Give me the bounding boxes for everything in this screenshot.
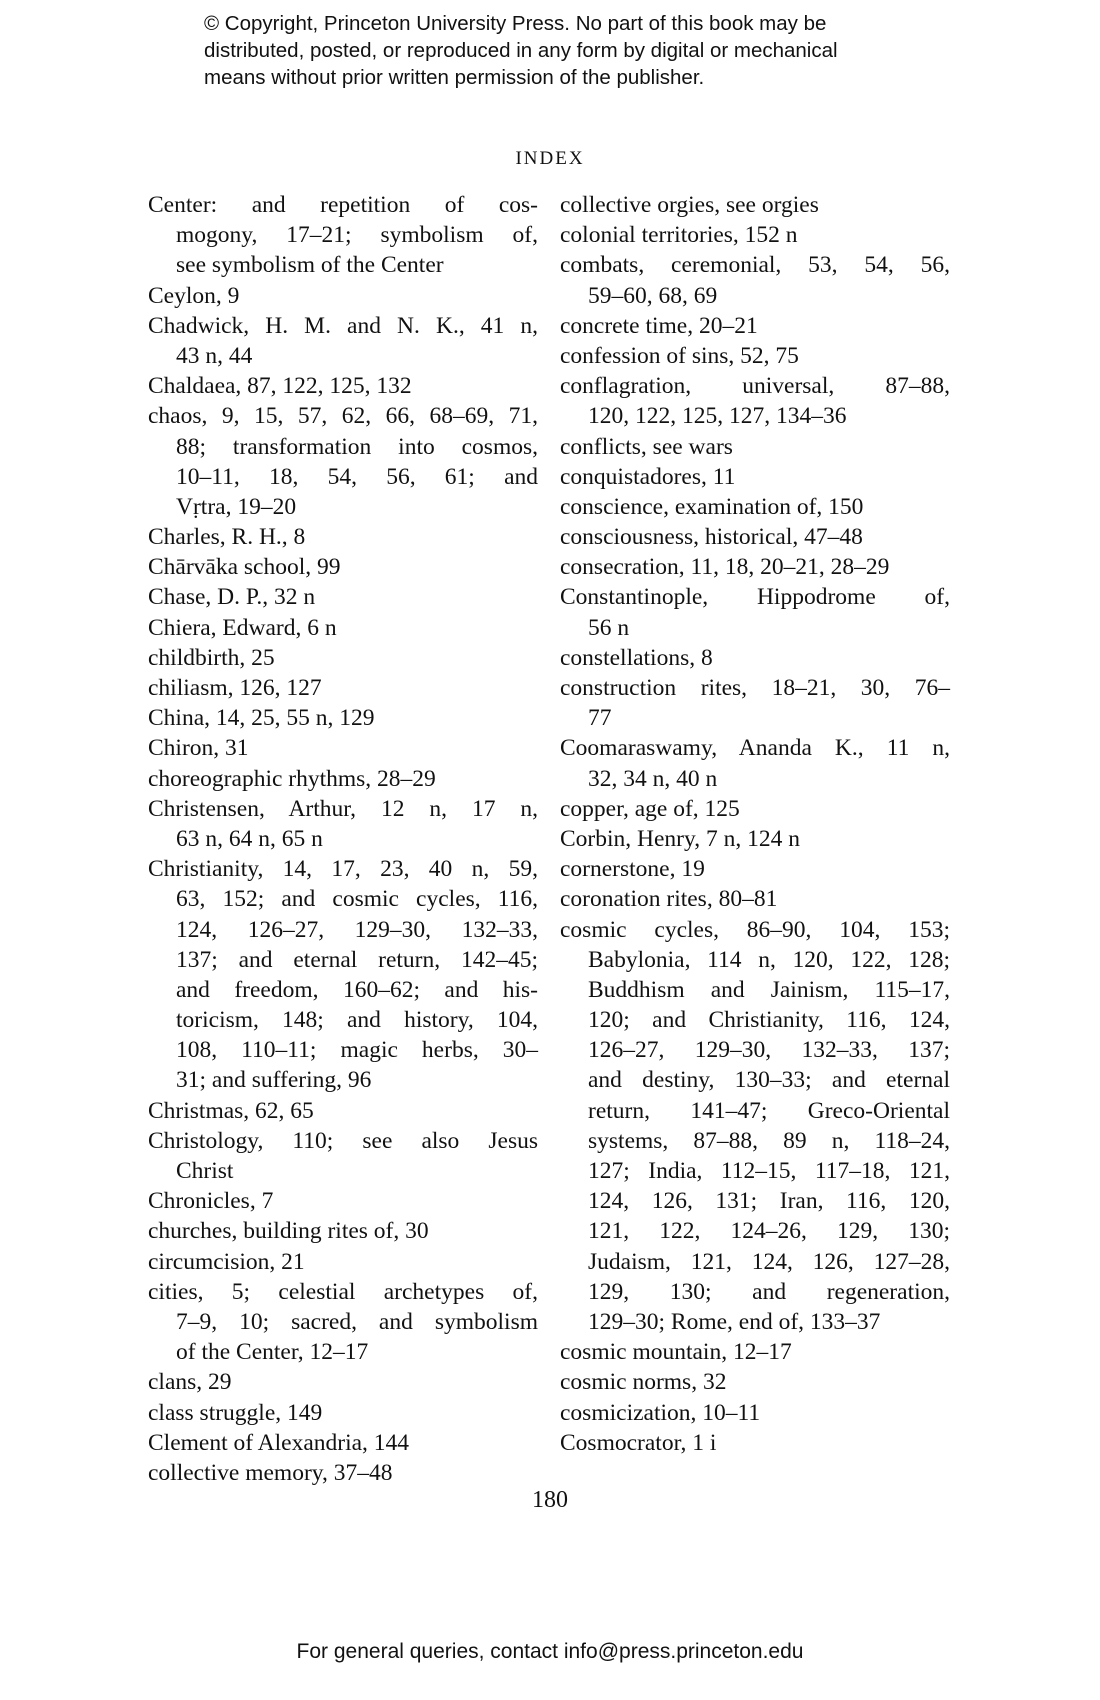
- index-line: of the Center, 12–17: [176, 1339, 369, 1366]
- index-line: Ceylon, 9: [148, 282, 240, 309]
- index-line: Chiron, 31: [148, 735, 249, 762]
- index-line: copper, age of, 125: [560, 795, 740, 822]
- index-column-right: [560, 190, 950, 1458]
- index-line: consecration, 11, 18, 20–21, 28–29: [560, 554, 890, 581]
- index-line: churches, building rites of, 30: [148, 1218, 429, 1245]
- index-column-left: [148, 190, 538, 1488]
- index-line: 129, 130; and regeneration,: [588, 1278, 950, 1305]
- index-line: 7–9, 10; sacred, and symbolism: [176, 1308, 538, 1335]
- index-line: cities, 5; celestial archetypes of,: [148, 1278, 538, 1305]
- index-line: 63 n, 64 n, 65 n: [176, 825, 323, 852]
- index-line: Center: and repetition of cos-: [148, 192, 538, 218]
- index-line: Christianity, 14, 17, 23, 40 n, 59,: [148, 856, 538, 883]
- copyright-line: © Copyright, Princeton University Press. No part of this book may be: [204, 12, 827, 35]
- index-line: class struggle, 149: [148, 1399, 323, 1426]
- index-line: clans, 29: [148, 1369, 232, 1396]
- index-line: systems, 87–88, 89 n, 118–24,: [588, 1127, 950, 1154]
- index-line: Chaldaea, 87, 122, 125, 132: [148, 373, 412, 400]
- index-line: see symbolism of the Center: [176, 252, 444, 279]
- index-line: Clement of Alexandria, 144: [148, 1429, 410, 1456]
- index-line: 77: [588, 705, 612, 732]
- index-line: 59–60, 68, 69: [588, 282, 718, 309]
- index-line: Judaism, 121, 124, 126, 127–28,: [588, 1248, 950, 1275]
- index-line: 63, 152; and cosmic cycles, 116,: [176, 886, 538, 913]
- index-line: 56 n: [588, 614, 630, 641]
- index-line: 137; and eternal return, 142–45;: [176, 946, 538, 973]
- index-line: and freedom, 160–62; and his-: [176, 976, 538, 1003]
- index-line: toricism, 148; and history, 104,: [176, 1007, 538, 1034]
- index-line: collective orgies, see orgies: [560, 192, 819, 218]
- index-line: cosmic cycles, 86–90, 104, 153;: [560, 916, 950, 943]
- index-line: Corbin, Henry, 7 n, 124 n: [560, 825, 800, 852]
- index-line: cornerstone, 19: [560, 856, 705, 883]
- footer-contact: For general queries, contact info@press.princeton.edu: [296, 1640, 804, 1663]
- index-line: Constantinople, Hippodrome of,: [560, 584, 950, 611]
- index-line: Christensen, Arthur, 12 n, 17 n,: [148, 795, 538, 822]
- index-line: 120, 122, 125, 127, 134–36: [588, 403, 847, 430]
- index-line: circumcision, 21: [148, 1248, 305, 1275]
- page-number: 180: [532, 1487, 568, 1513]
- index-line: 120; and Christianity, 116, 124,: [588, 1007, 950, 1034]
- index-line: choreographic rhythms, 28–29: [148, 765, 436, 792]
- index-line: 10–11, 18, 54, 56, 61; and: [176, 463, 538, 490]
- index-line: consciousness, historical, 47–48: [560, 524, 863, 551]
- index-line: mogony, 17–21; symbolism of,: [176, 222, 538, 249]
- index-line: conflagration, universal, 87–88,: [560, 373, 950, 400]
- index-line: 31; and suffering, 96: [176, 1067, 372, 1094]
- index-line: conquistadores, 11: [560, 463, 736, 490]
- index-line: cosmicization, 10–11: [560, 1399, 761, 1426]
- index-line: Christ: [176, 1158, 234, 1184]
- index-line: Charles, R. H., 8: [148, 524, 306, 551]
- copyright-notice: [204, 10, 924, 91]
- index-line: Cosmocrator, 1 i: [560, 1429, 717, 1456]
- index-line: 32, 34 n, 40 n: [588, 765, 718, 792]
- index-line: chiliasm, 126, 127: [148, 675, 322, 701]
- index-line: chaos, 9, 15, 57, 62, 66, 68–69, 71,: [148, 403, 538, 430]
- page-heading: INDEX: [515, 148, 585, 169]
- index-line: Chronicles, 7: [148, 1188, 274, 1215]
- index-line: 129–30; Rome, end of, 133–37: [588, 1308, 881, 1335]
- index-line: Chase, D. P., 32 n: [148, 584, 316, 611]
- index-line: Chadwick, H. M. and N. K., 41 n,: [148, 312, 538, 339]
- index-line: 124, 126–27, 129–30, 132–33,: [176, 916, 538, 943]
- index-line: Coomaraswamy, Ananda K., 11 n,: [560, 735, 950, 762]
- copyright-line: means without prior written permission of the publisher.: [204, 66, 705, 89]
- index-line: 43 n, 44: [176, 342, 253, 369]
- index-line: Babylonia, 114 n, 120, 122, 128;: [588, 946, 950, 973]
- index-line: Christmas, 62, 65: [148, 1097, 314, 1124]
- index-line: cosmic norms, 32: [560, 1369, 727, 1396]
- index-line: Chārvāka school, 99: [148, 554, 341, 581]
- index-line: confession of sins, 52, 75: [560, 342, 799, 369]
- index-line: conflicts, see wars: [560, 433, 733, 460]
- index-line: Chiera, Edward, 6 n: [148, 614, 337, 641]
- index-line: 126–27, 129–30, 132–33, 137;: [588, 1037, 950, 1064]
- index-line: Buddhism and Jainism, 115–17,: [588, 976, 950, 1003]
- index-line: 124, 126, 131; Iran, 116, 120,: [588, 1188, 950, 1215]
- index-line: combats, ceremonial, 53, 54, 56,: [560, 252, 950, 279]
- index-line: return, 141–47; Greco-Oriental: [588, 1097, 950, 1124]
- index-line: colonial territories, 152 n: [560, 222, 798, 249]
- index-line: 88; transformation into cosmos,: [176, 433, 538, 460]
- index-line: conscience, examination of, 150: [560, 493, 864, 520]
- index-line: 108, 110–11; magic herbs, 30–: [176, 1037, 538, 1064]
- index-line: constellations, 8: [560, 644, 713, 671]
- index-line: concrete time, 20–21: [560, 312, 758, 339]
- index-line: Vṛtra, 19–20: [176, 493, 297, 520]
- index-line: coronation rites, 80–81: [560, 886, 778, 913]
- index-line: 127; India, 112–15, 117–18, 121,: [588, 1158, 950, 1184]
- copyright-line: distributed, posted, or reproduced in any form by digital or mechanical: [204, 39, 838, 62]
- index-line: Christology, 110; see also Jesus: [148, 1127, 538, 1154]
- index-line: collective memory, 37–48: [148, 1459, 393, 1486]
- index-line: and destiny, 130–33; and eternal: [588, 1067, 950, 1094]
- index-line: construction rites, 18–21, 30, 76–: [560, 675, 950, 701]
- index-line: cosmic mountain, 12–17: [560, 1339, 792, 1366]
- index-line: childbirth, 25: [148, 644, 275, 671]
- index-line: 121, 122, 124–26, 129, 130;: [588, 1218, 950, 1245]
- index-line: China, 14, 25, 55 n, 129: [148, 705, 375, 732]
